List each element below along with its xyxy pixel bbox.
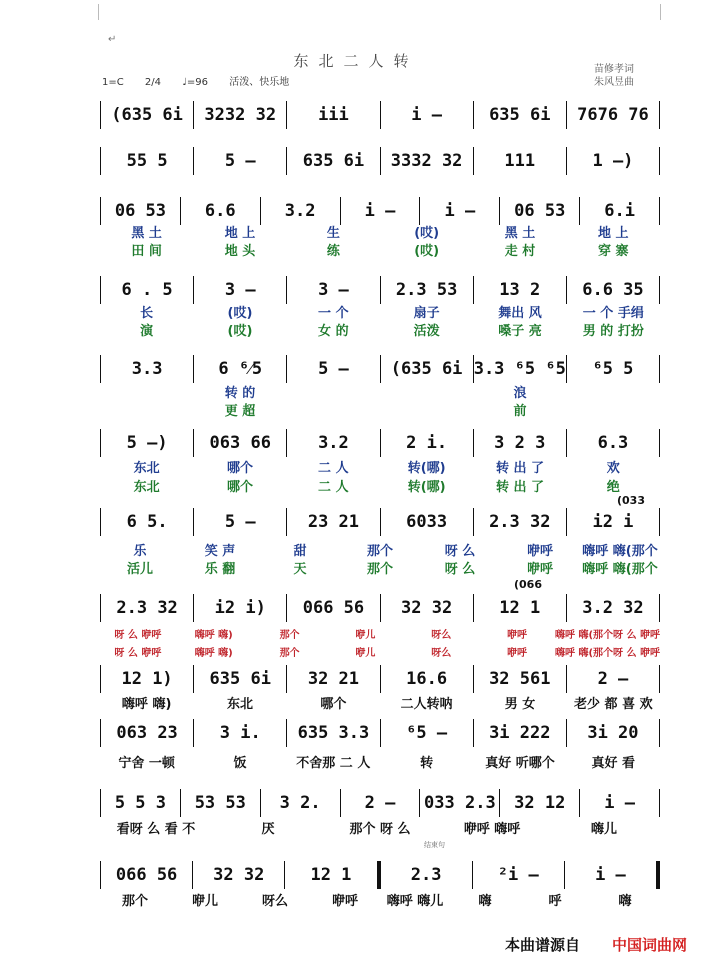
- lyric-word: 二 人: [318, 479, 349, 494]
- lyric-word: 转 出 了: [495, 460, 544, 475]
- lyric-word: 咿儿: [191, 893, 218, 908]
- lyric-line-r8v1: [100, 624, 660, 642]
- lyric-word: 东北: [133, 460, 160, 475]
- lyric-word: 嗓子 亮: [498, 323, 542, 338]
- measure: 635 6i: [489, 105, 551, 125]
- key-signature: 1=C: [102, 77, 124, 88]
- lyric-word: 哪个: [226, 479, 253, 494]
- lyric-word: 乐 翻: [204, 561, 236, 576]
- measure: 635 6i: [302, 151, 365, 171]
- measure: 6033: [406, 512, 448, 532]
- song-title: 东北二人转: [293, 52, 419, 70]
- measure: 5 –: [224, 151, 256, 171]
- lyric-word: 老少 都 喜 欢: [574, 696, 653, 711]
- notation-row-2: [100, 146, 660, 176]
- lyric-word: 宁舍 一顿: [118, 755, 175, 770]
- time-signature: 2/4: [144, 77, 162, 88]
- lyric-word: 那个 呀 么: [349, 821, 411, 836]
- tempo-marking: ♩=96: [182, 77, 209, 88]
- lyric-word: 欢: [606, 460, 620, 475]
- measure: 32 32: [213, 865, 265, 885]
- page-edge-right: [660, 4, 661, 20]
- page-edge-left: [98, 4, 99, 20]
- measure: 55 5: [126, 151, 168, 171]
- lyric-word: 地 上: [224, 225, 256, 240]
- lyric-word: 走 村: [504, 243, 536, 258]
- lyric-line-r3v2: [100, 240, 660, 258]
- measure: ⁶5 5: [592, 359, 634, 379]
- measure: 063 23: [116, 723, 178, 743]
- lyric-word: 男 的 打扮: [582, 323, 644, 338]
- lyric-word: 男 女: [504, 696, 536, 711]
- notation-row-12: [100, 860, 660, 890]
- lyric-word: 长: [140, 305, 154, 320]
- lyric-word: 呀 么: [444, 561, 476, 576]
- notation-row-9: [100, 664, 660, 694]
- lyric-line-r5v1: [100, 382, 660, 400]
- notation-row-4: [100, 275, 660, 305]
- lyric-line-r4v2: [100, 320, 660, 338]
- lyric-word: 呀么: [431, 647, 452, 659]
- lyric-word: 不舍那 二 人: [296, 755, 371, 770]
- bar-line: [659, 197, 660, 225]
- measure: i –: [604, 793, 635, 813]
- lyric-word: (哎): [414, 243, 440, 258]
- lyric-word: 田 间: [131, 243, 162, 258]
- measure: i2 i: [592, 512, 634, 532]
- measure: (635 6i: [390, 359, 463, 379]
- lyric-word: (哎): [227, 305, 253, 320]
- lyric-word: 嗨呼 嗨): [121, 696, 172, 711]
- lyric-word: 咿呼: [331, 893, 358, 908]
- measure: 635 6i: [209, 669, 271, 689]
- lyric-word: 咿呼: [507, 629, 528, 641]
- lyric-word: 活泼: [413, 323, 440, 338]
- lyric-word: 一 个 手绢: [582, 305, 644, 320]
- measure: 12 1: [310, 865, 352, 885]
- measure: 3332 32: [390, 151, 463, 171]
- lyric-word: 真好 听哪个: [485, 755, 555, 770]
- lyric-word: 东北: [133, 479, 160, 494]
- measure: 2 –: [597, 669, 629, 689]
- measure: 6 5.: [126, 512, 168, 532]
- lyric-line-r12: [100, 890, 660, 908]
- grace-066: (066: [514, 578, 542, 591]
- measure: 3.3 ⁶5 ⁶5: [473, 359, 566, 379]
- measure: 3 –: [318, 280, 349, 300]
- site-name[interactable]: 中国词曲网: [612, 936, 688, 954]
- lyric-word: 呀 么 咿呼: [114, 629, 162, 641]
- bar-line: [659, 594, 660, 622]
- lyric-word: 转(哪): [407, 479, 446, 494]
- measure: 16.6: [406, 669, 448, 689]
- lyric-word: 舞出 风: [498, 305, 542, 320]
- measure: 3.3: [131, 359, 163, 379]
- lyric-word: 嗨呼 嗨): [194, 629, 233, 641]
- measure: 5 –: [318, 359, 349, 379]
- source-label: 本曲谱源自: [505, 936, 581, 954]
- lyric-word: 嗨: [618, 893, 632, 908]
- lyric-word: 嗨呼 嗨): [194, 647, 233, 659]
- lyric-word: 咿儿: [355, 629, 376, 641]
- lyric-word: 一 个: [318, 305, 349, 320]
- measure: 32 561: [489, 669, 551, 689]
- measure: 111: [504, 151, 536, 171]
- measure: i –: [411, 105, 442, 125]
- expression-marking: 活泼、快乐地: [229, 77, 290, 88]
- lyric-word: 地 上: [598, 225, 629, 240]
- lyric-word: 嗨: [478, 893, 492, 908]
- lyric-line-r5v2: [100, 400, 660, 418]
- lyric-word: 笑 声: [204, 543, 236, 558]
- lyric-word: 呀么: [261, 893, 288, 908]
- lyric-word: 呀 么 咿呼: [114, 647, 162, 659]
- measure: i –: [444, 201, 476, 221]
- lyric-line-r11: [100, 818, 660, 836]
- measure: ²i –: [497, 865, 539, 885]
- lyric-word: 那个: [366, 561, 393, 576]
- ending-mark: 结束句: [424, 841, 445, 849]
- lyric-word: 天: [293, 561, 307, 576]
- grace-033: (033: [617, 494, 645, 507]
- measure: 3 i.: [219, 723, 261, 743]
- bar-line: [656, 861, 660, 889]
- notation-row-5: [100, 354, 660, 384]
- measure: 06 53: [114, 201, 167, 221]
- measure: 12 1: [499, 598, 541, 618]
- lyric-line-r6v2: [100, 476, 660, 494]
- notation-row-7: [100, 507, 660, 537]
- lyric-word: 黑 土: [131, 225, 162, 240]
- bar-line: [659, 429, 660, 457]
- lyric-word: 转 出 了: [495, 479, 544, 494]
- measure: 3.2 32: [582, 598, 644, 618]
- measure: 2 i.: [406, 433, 448, 453]
- measure: 6.3: [597, 433, 629, 453]
- measure: 063 66: [209, 433, 271, 453]
- lyric-word: 生: [326, 225, 340, 240]
- credits: [594, 63, 634, 89]
- lyric-word: 那个: [279, 629, 300, 641]
- lyric-line-r6v1: [100, 457, 660, 475]
- lyric-word: 厌: [261, 821, 275, 836]
- lyric-word: 那个: [279, 647, 300, 659]
- measure: 6.6 35: [582, 280, 644, 300]
- bar-line: [659, 355, 660, 383]
- lyric-word: 练: [326, 243, 340, 258]
- measure: 5 –: [224, 512, 256, 532]
- lyric-word: 前: [513, 403, 527, 418]
- measure: 53 53: [194, 793, 246, 813]
- lyric-line-r10: [100, 752, 660, 770]
- measure: 2.3 32: [489, 512, 551, 532]
- measure: 3i 20: [587, 723, 639, 743]
- lyric-word: 嗨呼 嗨(那个: [582, 543, 658, 558]
- measure: 12 1): [121, 669, 173, 689]
- lyric-word: 真好 看: [591, 755, 636, 770]
- lyric-word: 甜: [293, 543, 307, 558]
- measure: 32 32: [401, 598, 453, 618]
- lyric-word: 呀 么: [444, 543, 476, 558]
- lyric-word: 饭: [233, 755, 247, 770]
- lyric-word: 演: [140, 323, 154, 338]
- measure: (635 6i: [111, 105, 183, 125]
- bar-line: [659, 665, 660, 693]
- bar-line: [659, 508, 660, 536]
- measure: 635 3.3: [297, 723, 370, 743]
- lyricist: 苗修孝词: [594, 64, 634, 75]
- measure: 033 2.3: [424, 793, 496, 813]
- measure: i2 i): [214, 598, 266, 618]
- measure: 1 –): [592, 151, 634, 171]
- measure: 3.2: [284, 201, 316, 221]
- lyric-word: 二 人: [318, 460, 349, 475]
- notation-row-1: [100, 100, 660, 130]
- measure: 066 56: [115, 865, 178, 885]
- lyric-word: 嗨儿: [590, 821, 617, 836]
- lyric-line-r3v1: [100, 222, 660, 240]
- notation-row-11: [100, 788, 660, 818]
- measure: ⁶5 –: [406, 723, 448, 743]
- lyric-word: 嗨呼 嗨(那个呀 么 咿呼: [554, 629, 660, 641]
- lyric-word: 那个: [366, 543, 393, 558]
- bar-line: [659, 101, 660, 129]
- measure: 6.6: [204, 201, 236, 221]
- measure: 23 21: [307, 512, 360, 532]
- measure: 3 –: [224, 280, 256, 300]
- measure: 2.3 53: [395, 280, 458, 300]
- measure: 06 53: [514, 201, 566, 221]
- lyric-word: 绝: [606, 479, 620, 494]
- measure: i –: [595, 865, 626, 885]
- lyric-word: 浪: [513, 385, 527, 400]
- lyric-word: 嗨呼 嗨(那个呀 么 咿呼: [554, 647, 660, 659]
- bar-line: [659, 719, 660, 747]
- notation-row-6: [100, 428, 660, 458]
- lyric-word: 扇子: [413, 305, 440, 320]
- lyric-line-r4v1: [100, 302, 660, 320]
- lyric-word: 更 超: [224, 403, 256, 418]
- tempo-line: [102, 73, 307, 88]
- lyric-word: 嗨呼 嗨(那个: [582, 561, 658, 576]
- measure: 3232 32: [204, 105, 277, 125]
- lyric-word: (哎): [227, 323, 253, 338]
- measure: 3 2 3: [494, 433, 546, 453]
- lyric-word: 呀么: [431, 629, 452, 641]
- measure: 3.2: [318, 433, 349, 453]
- lyric-word: 转(哪): [407, 460, 446, 475]
- lyric-line-r9: [100, 693, 660, 711]
- lyric-word: 看呀 么 看 不: [116, 821, 196, 836]
- bar-line: [659, 147, 660, 175]
- measure: 2.3 32: [116, 598, 178, 618]
- lyric-word: 东北: [226, 696, 253, 711]
- measure: 7676 76: [577, 105, 649, 125]
- measure: 066 56: [302, 598, 365, 618]
- composer: 朱风昱曲: [594, 77, 634, 88]
- measure: 32 21: [307, 669, 360, 689]
- lyric-word: 咿呼: [526, 543, 553, 558]
- measure: 2.3: [410, 865, 442, 885]
- measure: i –: [364, 201, 396, 221]
- lyric-word: 转 的: [224, 385, 256, 400]
- lyric-word: 地 头: [224, 243, 256, 258]
- measure: 3 2.: [279, 793, 321, 813]
- lyric-word: 咿呼 嗨呼: [463, 821, 521, 836]
- lyric-word: 女 的: [318, 323, 349, 338]
- bar-line: [659, 276, 660, 304]
- lyric-word: 活儿: [126, 561, 153, 576]
- lyric-word: 二人转呐: [400, 696, 453, 711]
- lyric-word: 咿呼: [526, 561, 553, 576]
- measure: 13 2: [499, 280, 541, 300]
- lyric-word: 嗨呼 嗨儿: [386, 893, 444, 908]
- lyric-line-r8v2: [100, 642, 660, 660]
- measure: 6 ⁶⁄5: [218, 359, 263, 379]
- measure: iii: [318, 105, 349, 125]
- notation-row-10: [100, 718, 660, 748]
- lyric-word: 咿呼: [507, 647, 528, 659]
- lyric-word: 乐: [133, 543, 147, 558]
- measure: 32 12: [514, 793, 566, 813]
- bar-line: [659, 789, 660, 817]
- lyric-word: 呼: [548, 893, 562, 908]
- lyric-word: (哎): [414, 225, 440, 240]
- measure: 6.i: [604, 201, 635, 221]
- lyric-word: 转: [420, 755, 434, 770]
- lyric-word: 哪个: [226, 460, 253, 475]
- lyric-line-r7v2: [100, 558, 660, 576]
- measure: 3i 222: [489, 723, 551, 743]
- measure: 2 –: [364, 793, 396, 813]
- measure: 5 5 3: [114, 793, 167, 813]
- paragraph-mark-icon: ↵: [108, 34, 117, 45]
- lyric-word: 咿儿: [355, 647, 376, 659]
- lyric-word: 哪个: [320, 696, 347, 711]
- lyric-word: 穿 寨: [598, 243, 629, 258]
- measure: 5 –): [126, 433, 168, 453]
- measure: 6 . 5: [121, 280, 173, 300]
- lyric-word: 那个: [121, 893, 148, 908]
- notation-row-8: [100, 593, 660, 623]
- lyric-word: 黑 土: [504, 225, 536, 240]
- lyric-line-r7v1: [100, 540, 660, 558]
